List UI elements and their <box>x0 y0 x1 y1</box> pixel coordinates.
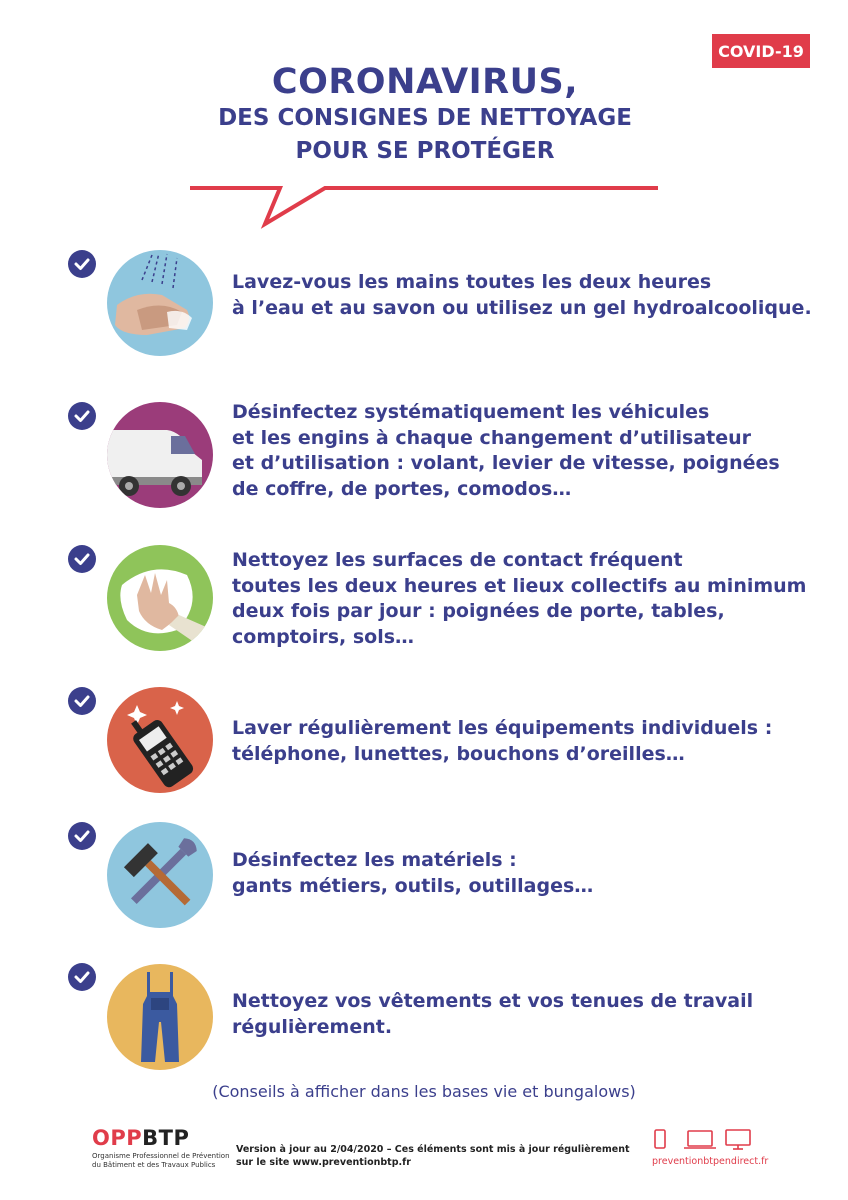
logo-text <box>92 1127 230 1149</box>
item-text <box>232 270 822 321</box>
list-item-materials <box>0 822 848 932</box>
version-info <box>236 1143 630 1169</box>
speech-bubble-line <box>190 180 660 230</box>
check-icon <box>68 250 96 278</box>
oppbtp-logo <box>92 1127 230 1170</box>
overalls-icon <box>107 964 213 1070</box>
check-icon <box>68 963 96 991</box>
item-line: Nettoyez les surfaces de contact fréquent <box>232 549 683 571</box>
version-line2: sur le site www.preventionbtp.fr <box>236 1157 411 1168</box>
logo-opp: OPP <box>92 1126 143 1150</box>
title-sub-line2: POUR SE PROTÉGER <box>295 138 555 164</box>
item-text <box>232 989 822 1040</box>
check-icon <box>68 545 96 573</box>
list-item-vehicles <box>0 400 848 510</box>
item-line: Désinfectez les matériels : <box>232 849 517 871</box>
list-item-surfaces <box>0 543 848 653</box>
logo-sub-line1: Organisme Professionnel de Prévention <box>92 1152 230 1160</box>
devices-icon <box>652 1128 752 1152</box>
item-text <box>232 400 822 502</box>
item-line: et d’utilisation : volant, levier de vitesse, poignées <box>232 452 780 474</box>
list-item-equipment <box>0 687 848 797</box>
item-line: Désinfectez systématiquement les véhicules <box>232 401 710 423</box>
site-link[interactable]: preventionbtpendirect.fr <box>652 1156 769 1167</box>
hand-washing-icon <box>107 250 213 356</box>
check-icon <box>68 687 96 715</box>
check-icon <box>68 402 96 430</box>
item-line: deux fois par jour : poignées de porte, tables, <box>232 600 725 622</box>
item-line: comptoirs, sols… <box>232 625 415 648</box>
item-line: gants métiers, outils, outillages… <box>232 874 594 897</box>
item-line: Lavez-vous les mains toutes les deux heures <box>232 271 712 293</box>
check-icon <box>68 822 96 850</box>
item-line: Laver régulièrement les équipements individuels : <box>232 717 773 739</box>
logo-sub-line2: du Bâtiment et des Travaux Publics <box>92 1161 216 1169</box>
phone-icon <box>107 687 213 793</box>
item-line: Nettoyez vos vêtements et vos tenues de travail <box>232 990 754 1012</box>
logo-btp: BTP <box>142 1126 190 1150</box>
page-title <box>130 62 720 168</box>
item-text <box>232 716 822 767</box>
tools-icon <box>107 822 213 928</box>
item-text <box>232 848 822 899</box>
item-line: à l’eau et au savon ou utilisez un gel hydroalcoolique. <box>232 296 812 319</box>
title-main: CORONAVIRUS, <box>271 62 579 102</box>
display-note: (Conseils à afficher dans les bases vie et bungalows) <box>212 1082 636 1101</box>
cleaning-cloth-icon <box>107 545 213 651</box>
title-sub-line1: DES CONSIGNES DE NETTOYAGE <box>218 105 632 131</box>
version-line1: Version à jour au 2/04/2020 – Ces éléments sont mis à jour régulièrement <box>236 1144 630 1155</box>
item-text <box>232 548 822 650</box>
list-item-hands <box>0 250 848 360</box>
item-line: téléphone, lunettes, bouchons d’oreilles… <box>232 742 685 765</box>
item-line: de coffre, de portes, comodos… <box>232 477 572 500</box>
covid-badge: COVID-19 <box>712 34 810 68</box>
van-icon <box>107 402 213 508</box>
item-line: régulièrement. <box>232 1015 393 1038</box>
item-line: toutes les deux heures et lieux collectifs au minimum <box>232 574 807 597</box>
list-item-clothes <box>0 963 848 1073</box>
item-line: et les engins à chaque changement d’utilisateur <box>232 426 752 449</box>
